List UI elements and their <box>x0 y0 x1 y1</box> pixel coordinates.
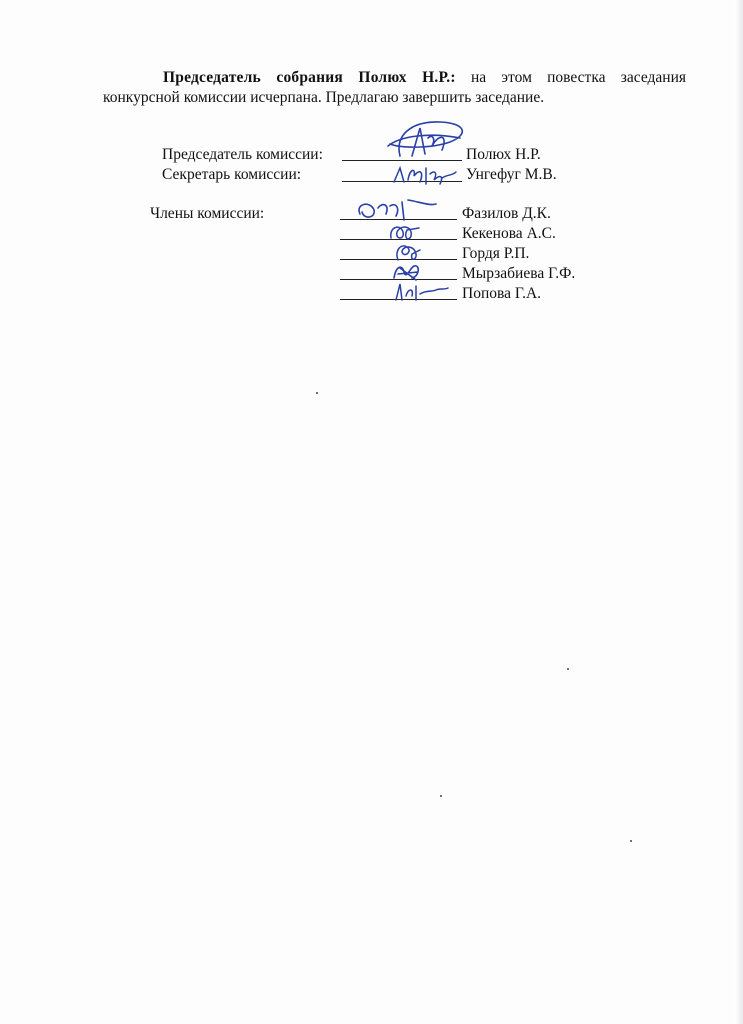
member-name: Гордя Р.П. <box>462 245 530 262</box>
member-name: Кекенова А.С. <box>462 225 556 242</box>
scan-speck <box>316 392 318 394</box>
secretary-signature <box>390 160 460 188</box>
members-label: Члены комиссии: <box>150 205 265 222</box>
chairman-role: Председатель комиссии: <box>162 146 323 163</box>
member-name: Попова Г.А. <box>462 285 542 302</box>
closing-paragraph <box>103 68 686 108</box>
member-name: Фазилов Д.К. <box>462 205 551 222</box>
scan-speck <box>440 795 442 797</box>
speaker-label: Председатель собрания Полюх Н.Р.: <box>163 69 456 86</box>
page-edge-shadow <box>735 0 743 1024</box>
secretary-role: Секретарь комиссии: <box>162 166 302 183</box>
scan-speck <box>630 840 632 842</box>
secretary-name: Унгефуг М.В. <box>466 166 557 183</box>
chairman-signature <box>370 116 480 166</box>
closing-text: на этом повестка заседания конкурсной комиссии исчерпана. Предлагаю завершить заседание. <box>103 69 686 106</box>
member-signature <box>390 278 450 304</box>
scan-speck <box>567 668 569 670</box>
member-name: Мырзабиева Г.Ф. <box>462 265 576 282</box>
chairman-name: Полюх Н.Р. <box>466 146 541 163</box>
